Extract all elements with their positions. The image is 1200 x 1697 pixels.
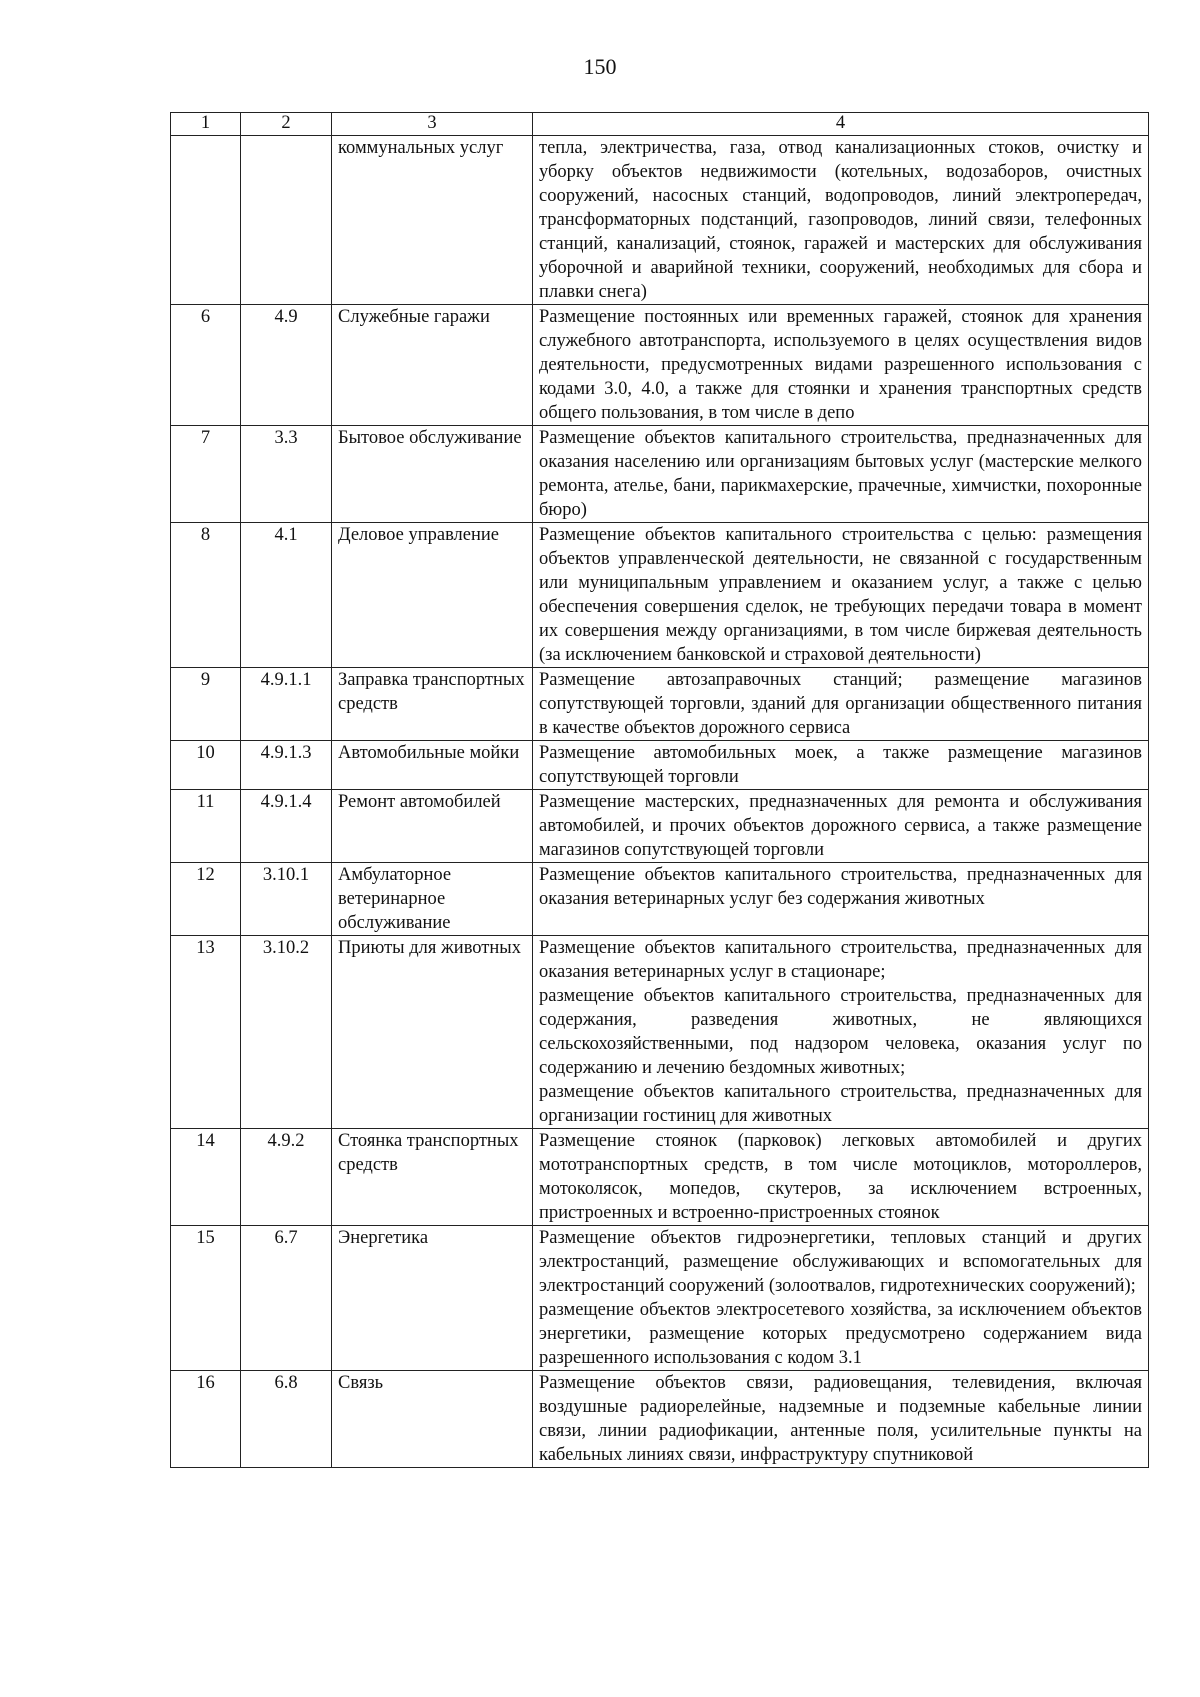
- description-paragraph: Размещение объектов связи, радиовещания, телевидения, включая воздушные радиорелейные, надземные и подземные кабельные линии связи, линии радиофикации, антенные поля, усилительные пункты на кабельных линиях связи, инфраструктуру спутниковой: [539, 1373, 1142, 1465]
- table-row: [171, 1226, 1149, 1371]
- row-number: 16: [171, 1371, 241, 1468]
- use-code: 6.7: [241, 1226, 332, 1371]
- use-description: [533, 790, 1149, 863]
- table-row: [171, 426, 1149, 523]
- row-number: 10: [171, 741, 241, 790]
- use-name: Ремонт автомобилей: [332, 790, 533, 863]
- table-row: [171, 741, 1149, 790]
- use-code: 4.9.1.1: [241, 668, 332, 741]
- use-description: [533, 305, 1149, 426]
- use-description: [533, 426, 1149, 523]
- description-paragraph: Размещение мастерских, предназначенных для ремонта и обслуживания автомобилей, и прочих объектов дорожного сервиса, а также размещение магазинов сопутствующей торговли: [539, 792, 1142, 860]
- header-cell-2: 2: [241, 113, 332, 136]
- description-paragraph: Размещение постоянных или временных гаражей, стоянок для хранения служебного автотранспорта, используемого в целях осуществления видов деятельности, предусмотренных видами разрешенного использования с кодами 3.0, 4.0, а также для стоянки и хранения транспортных средств общего пользования, в том числе в депо: [539, 307, 1142, 423]
- use-description: [533, 1226, 1149, 1371]
- table-body: [171, 136, 1149, 1468]
- page-number: 150: [583, 54, 617, 79]
- use-description: [533, 668, 1149, 741]
- use-code: 4.9.1.4: [241, 790, 332, 863]
- table-row: [171, 1129, 1149, 1226]
- use-name: Стоянка транспортных средств: [332, 1129, 533, 1226]
- use-description: [533, 936, 1149, 1129]
- description-paragraph: размещение объектов капитального строительства, предназначенных для организации гостиниц для животных: [539, 1082, 1142, 1126]
- table-row: [171, 936, 1149, 1129]
- use-code: 3.3: [241, 426, 332, 523]
- header-cell-3: 3: [332, 113, 533, 136]
- use-code: 4.9.1.3: [241, 741, 332, 790]
- use-name: Заправка транспортных средств: [332, 668, 533, 741]
- row-number: 14: [171, 1129, 241, 1226]
- use-description: [533, 1129, 1149, 1226]
- row-number: [171, 136, 241, 305]
- use-description: [533, 1371, 1149, 1468]
- row-number: 12: [171, 863, 241, 936]
- row-number: 13: [171, 936, 241, 1129]
- description-paragraph: Размещение автозаправочных станций; размещение магазинов сопутствующей торговли, зданий для организации общественного питания в качестве объектов дорожного сервиса: [539, 670, 1142, 738]
- description-paragraph: Размещение объектов капитального строительства, предназначенных для оказания ветеринарных услуг без содержания животных: [539, 865, 1142, 909]
- header-cell-1: 1: [171, 113, 241, 136]
- row-number: 8: [171, 523, 241, 668]
- row-number: 6: [171, 305, 241, 426]
- description-paragraph: Размещение стоянок (парковок) легковых автомобилей и других мототранспортных средств, в том числе мотоциклов, мотороллеров, мотоколясок, мопедов, скутеров, за исключением встроенных, пристроенных и встроенно-пристроенных стоянок: [539, 1131, 1142, 1223]
- row-number: 15: [171, 1226, 241, 1371]
- description-paragraph: Размещение объектов капитального строительства с целью: размещения объектов управленческой деятельности, не связанной с государственным или муниципальным управлением и оказанием услуг, а также с целью обеспечения совершения сделок, не требующих передачи товара в момент их совершения между организациями, в том числе биржевая деятельность (за исключением банковской и страховой деятельности): [539, 525, 1142, 665]
- use-description: [533, 523, 1149, 668]
- use-code: 6.8: [241, 1371, 332, 1468]
- use-code: 4.9: [241, 305, 332, 426]
- description-paragraph: размещение объектов электросетевого хозяйства, за исключением объектов энергетики, размещение которых предусмотрено содержанием вида разрешенного использования с кодом 3.1: [539, 1300, 1142, 1368]
- row-number: 11: [171, 790, 241, 863]
- table-header-row: [171, 113, 1149, 136]
- use-code: [241, 136, 332, 305]
- use-name: Бытовое обслуживание: [332, 426, 533, 523]
- use-name: Автомобильные мойки: [332, 741, 533, 790]
- use-name: Служебные гаражи: [332, 305, 533, 426]
- use-name: Деловое управление: [332, 523, 533, 668]
- use-code: 3.10.1: [241, 863, 332, 936]
- use-name: Приюты для животных: [332, 936, 533, 1129]
- table-row: [171, 863, 1149, 936]
- use-code: 3.10.2: [241, 936, 332, 1129]
- land-use-table: [170, 112, 1149, 1468]
- description-paragraph: тепла, электричества, газа, отвод канализационных стоков, очистку и уборку объектов недвижимости (котельных, водозаборов, очистных сооружений, насосных станций, водопроводов, линий электропередач, трансформаторных подстанций, газопроводов, линий связи, телефонных станций, канализаций, стоянок, гаражей и мастерских для обслуживания уборочной и аварийной техники, сооружений, необходимых для сбора и плавки снега): [539, 138, 1142, 302]
- table-row: [171, 668, 1149, 741]
- use-code: 4.9.2: [241, 1129, 332, 1226]
- use-name: Связь: [332, 1371, 533, 1468]
- table-row: [171, 1371, 1149, 1468]
- table-row: [171, 136, 1149, 305]
- use-description: [533, 741, 1149, 790]
- use-name: Энергетика: [332, 1226, 533, 1371]
- use-description: [533, 136, 1149, 305]
- description-paragraph: Размещение объектов капитального строительства, предназначенных для оказания населению или организациям бытовых услуг (мастерские мелкого ремонта, ателье, бани, парикмахерские, прачечные, химчистки, похоронные бюро): [539, 428, 1142, 520]
- use-name: Амбулаторное ветеринарное обслуживание: [332, 863, 533, 936]
- description-paragraph: Размещение объектов гидроэнергетики, тепловых станций и других электростанций, размещение обслуживающих и вспомогательных для электростанций сооружений (золоотвалов, гидротехнических сооружений);: [539, 1228, 1142, 1296]
- use-code: 4.1: [241, 523, 332, 668]
- row-number: 9: [171, 668, 241, 741]
- use-description: [533, 863, 1149, 936]
- row-number: 7: [171, 426, 241, 523]
- description-paragraph: Размещение объектов капитального строительства, предназначенных для оказания ветеринарных услуг в стационаре;: [539, 938, 1142, 982]
- table-row: [171, 790, 1149, 863]
- table-row: [171, 305, 1149, 426]
- use-name: коммунальных услуг: [332, 136, 533, 305]
- header-cell-4: 4: [533, 113, 1149, 136]
- description-paragraph: размещение объектов капитального строительства, предназначенных для содержания, разведения животных, не являющихся сельскохозяйственными, под надзором человека, оказания услуг по содержанию и лечению бездомных животных;: [539, 986, 1142, 1078]
- description-paragraph: Размещение автомобильных моек, а также размещение магазинов сопутствующей торговли: [539, 743, 1142, 787]
- table-row: [171, 523, 1149, 668]
